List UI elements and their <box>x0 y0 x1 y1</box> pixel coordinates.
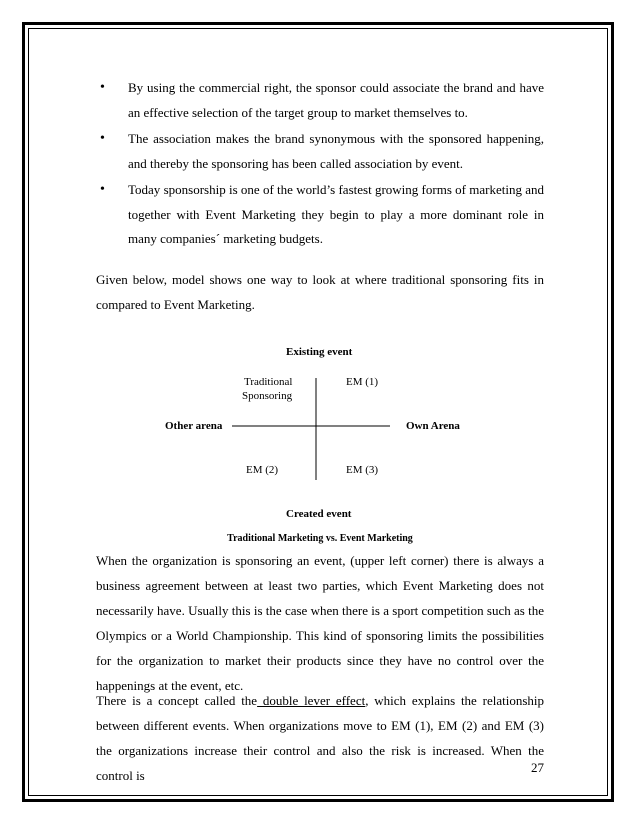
diagram-top-label: Existing event <box>286 346 353 358</box>
quadrant-bottom-right: EM (3) <box>346 464 379 476</box>
quadrant-axes <box>160 340 480 530</box>
quadrant-bottom-left: EM (2) <box>246 464 279 476</box>
body-paragraph: When the organization is sponsoring an event, (upper left corner) there is always a business agreement between at least two parties, which Event Marketing does not necessarily have. Usually this is the case when there is a sport competition such as the Olympics or a World Championship. This kind of sponsoring limits the possibilities for the organization to market their products since they have no control over the happenings at the event, etc. <box>96 553 544 693</box>
diagram-left-label: Other arena <box>165 420 223 432</box>
intro-paragraph: Given below, model shows one way to look at where traditional sponsoring fits in compared to Event Marketing. <box>96 272 544 312</box>
paragraph-text-before: There is a concept called the <box>96 693 258 708</box>
quadrant-top-right: EM (1) <box>346 376 379 388</box>
double-lever-effect-term: double lever effect <box>257 693 366 708</box>
bullet-item: • By using the commercial right, the sponsor could associate the brand and have an effective selection of the target group to market themselves to. <box>96 76 544 125</box>
bullet-item: • The association makes the brand synonymous with the sponsored happening, and thereby the sponsoring has been called association by event. <box>96 127 544 176</box>
bullet-list <box>96 76 544 254</box>
bullet-item: • Today sponsorship is one of the world’s fastest growing forms of marketing and together with Event Marketing they begin to play a more dominant role in many companies´ marketing budgets. <box>96 178 544 252</box>
quadrant-top-left-line2: Sponsoring <box>242 390 293 402</box>
paragraph-text-after: , which explains the relationship between different events. When organizations move to EM (1), EM (2) and EM (3) the organizations increase their control and also the risk is increased. When the control is <box>96 693 544 783</box>
diagram-caption: Traditional Marketing vs. Event Marketing <box>227 533 413 544</box>
body-paragraph-lever <box>96 688 544 788</box>
diagram-right-label: Own Arena <box>406 420 460 432</box>
quadrant-diagram <box>160 340 480 530</box>
diagram-bottom-label: Created event <box>286 508 352 520</box>
page-number: 27 <box>531 760 544 775</box>
quadrant-top-left-line1: Traditional <box>244 376 293 388</box>
